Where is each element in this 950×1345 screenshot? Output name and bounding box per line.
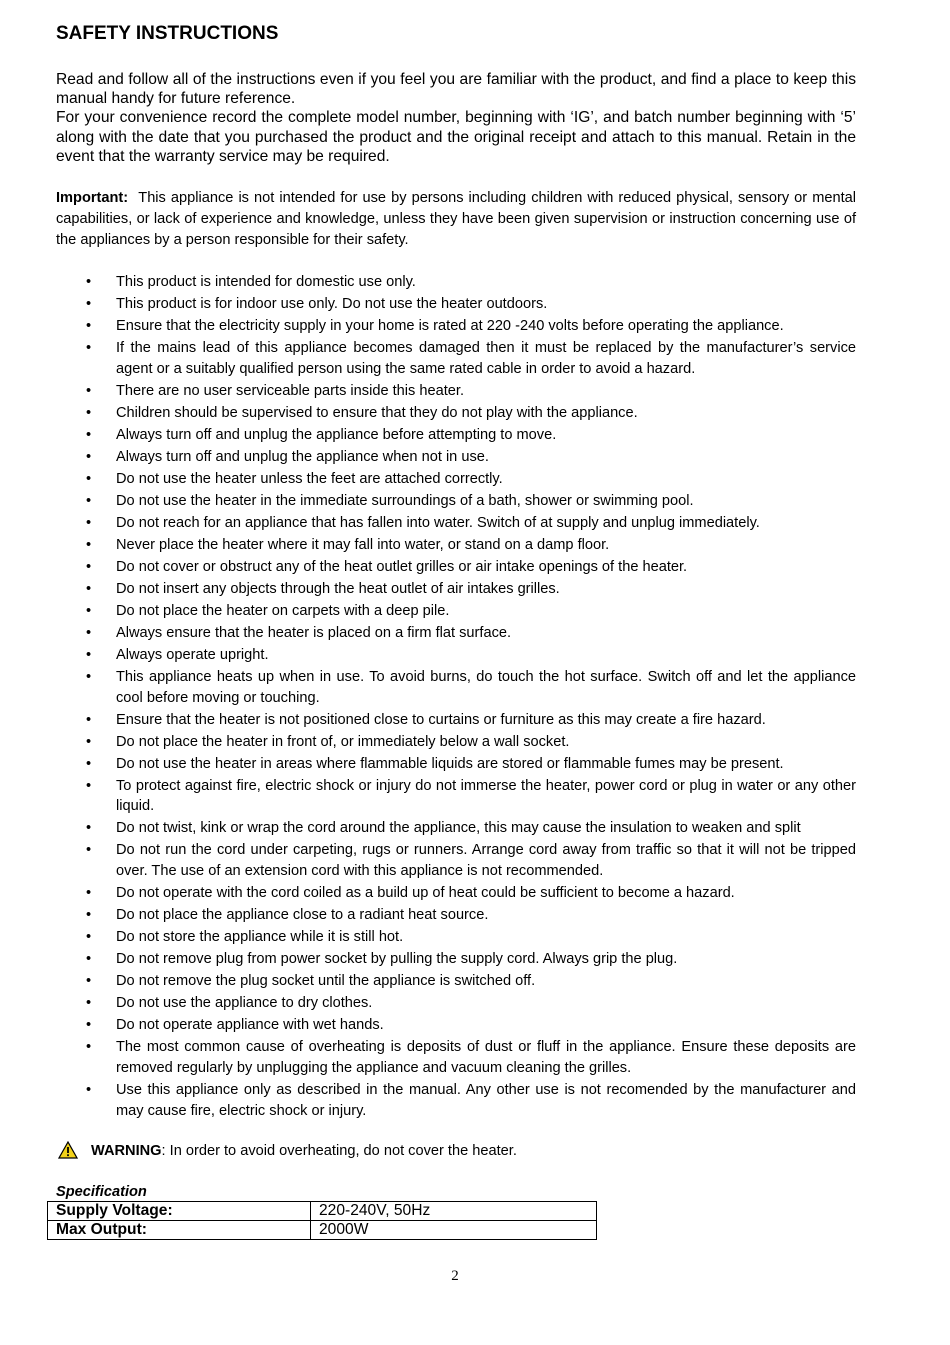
list-item-text: Always turn off and unplug the appliance when not in use. [116,449,489,466]
list-item [56,993,856,1014]
bullet-icon: • [86,383,92,400]
bullet-icon: • [86,493,92,510]
list-item [56,927,856,948]
list-item-text: This product is intended for domestic use only. [116,274,416,291]
list-item-text: Do not operate with the cord coiled as a build up of heat could be sufficient to become a hazard. [116,885,735,902]
bullet-icon: • [86,427,92,444]
list-item-text: Do not place the appliance close to a radiant heat source. [116,907,489,924]
list-item [56,1015,856,1036]
warning-text: : In order to avoid overheating, do not cover the heater. [161,1143,517,1160]
list-item-text: Do not operate appliance with wet hands. [116,1017,384,1034]
specification-title: Specification [56,1184,147,1201]
list-item [56,316,856,337]
spec-value: 220-240V, 50Hz [311,1202,597,1221]
list-item [56,272,856,293]
list-item [56,469,856,490]
list-item [56,840,856,882]
list-item [56,535,856,556]
list-item [56,971,856,992]
list-item [56,883,856,904]
list-item-text: Never place the heater where it may fall into water, or stand on a damp floor. [116,537,610,554]
list-item-text: Do not remove the plug socket until the appliance is switched off. [116,973,536,990]
list-item [56,1037,856,1079]
list-item [56,513,856,534]
list-item [56,754,856,775]
list-item [56,949,856,970]
bullet-icon: • [86,885,92,902]
list-item-text: Always ensure that the heater is placed on a firm flat surface. [116,624,512,641]
list-item-text: Do not use the heater in the immediate surroundings of a bath, shower or swimming pool. [116,493,694,510]
table-row [48,1221,597,1240]
list-item [56,623,856,644]
bullet-icon: • [86,340,92,357]
list-item-text: Children should be supervised to ensure that they do not play with the appliance. [116,405,638,422]
bullet-icon: • [86,602,92,619]
bullet-icon: • [86,296,92,313]
list-item-text: Do not use the heater unless the feet are attached correctly. [116,471,503,488]
important-label: Important: [56,190,129,207]
specification-table [47,1201,597,1240]
important-notice [56,188,856,250]
list-item-text: If the mains lead of this appliance becomes damaged then it must be replaced by the manufacturer’s service agent or a suitably qualified person using the same rated cable in order to avoid a hazard. [116,340,856,378]
bullet-icon: • [86,318,92,335]
list-item-text: Do not store the appliance while it is still hot. [116,929,404,946]
list-item-text: Do not twist, kink or wrap the cord around the appliance, this may cause the insulation to weaken and split [116,820,801,837]
bullet-icon: • [86,471,92,488]
bullet-icon: • [86,907,92,924]
list-item-text: Do not use the heater in areas where flammable liquids are stored or flammable fumes may be present. [116,755,784,772]
safety-rules-list [56,272,856,1121]
bullet-icon: • [86,842,92,859]
bullet-icon: • [86,1039,92,1056]
bullet-icon: • [86,581,92,597]
list-item-text: This product is for indoor use only. Do not use the heater outdoors. [116,296,548,313]
intro-section [56,70,856,166]
list-item-text: There are no user serviceable parts inside this heater. [116,383,465,400]
spec-label: Max Output: [48,1221,311,1240]
page-title: SAFETY INSTRUCTIONS [56,23,279,44]
bullet-icon: • [86,1017,92,1034]
list-item [56,447,856,468]
bullet-icon: • [86,515,92,532]
bullet-icon: • [86,559,92,576]
bullet-icon: • [86,274,92,291]
list-item [56,1080,856,1122]
bullet-icon: • [86,951,92,968]
list-item-text: Ensure that the electricity supply in your home is rated at 220 -240 volts before operating the appliance. [116,318,784,335]
warning-notice [56,1141,856,1161]
bullet-icon: • [86,449,92,466]
list-item-text: Do not remove plug from power socket by pulling the supply cord. Always grip the plug. [116,951,678,968]
list-item [56,338,856,380]
list-item-text: The most common cause of overheating is deposits of dust or fluff in the appliance. Ensure these deposits are removed regularly by unplugging the appliance and vacuum cleaning the grilles. [116,1039,856,1076]
list-item [56,645,856,666]
warning-label: WARNING [91,1143,162,1160]
list-item-text: This appliance heats up when in use. To avoid burns, do touch the hot surface. Switch off and let the appliance cool before moving or touching. [116,668,856,706]
bullet-icon: • [86,405,92,422]
list-item-text: Do not place the heater in front of, or immediately below a wall socket. [116,733,570,750]
list-item [56,491,856,512]
bullet-icon: • [86,929,92,946]
bullet-icon: • [86,646,92,663]
page-number: 2 [451,1268,459,1284]
intro-paragraph: Read and follow all of the instructions even if you feel you are familiar with the product, and find a place to keep this manual handy for future reference. [56,71,856,108]
list-item [56,425,856,446]
spec-label: Supply Voltage: [48,1202,311,1221]
list-item-text: To protect against fire, electric shock or injury do not immerse the heater, power cord or plug in water or any other liquid. [116,777,856,815]
list-item [56,579,856,600]
bullet-icon: • [86,668,92,685]
list-item [56,294,856,315]
list-item-text: Do not place the heater on carpets with a deep pile. [116,602,450,619]
list-item-text: Use this appliance only as described in the manual. Any other use is not recomended by the manufacturer and may cause fire, electric shock or injury. [116,1081,856,1119]
table-row [48,1202,597,1221]
list-item-text: Always operate upright. [116,646,269,663]
list-item-text: Do not insert any objects through the heat outlet of air intakes grilles. [116,581,560,597]
bullet-icon: • [86,1081,92,1098]
list-item [56,403,856,424]
list-item-text: Do not cover or obstruct any of the heat outlet grilles or air intake openings of the heater. [116,559,688,576]
list-item [56,710,856,731]
bullet-icon: • [86,711,92,728]
bullet-icon: • [86,777,92,794]
intro-paragraph: For your convenience record the complete model number, beginning with ‘IG’, and batch number beginning with ‘5’ along with the date that you purchased the product and the original receipt and attach to this manual. Retain in the event that the warranty service may be required. [56,109,856,165]
bullet-icon: • [86,537,92,554]
list-item-text: Ensure that the heater is not positioned close to curtains or furniture as this may create a fire hazard. [116,711,766,728]
bullet-icon: • [86,755,92,772]
spec-value: 2000W [311,1221,597,1240]
bullet-icon: • [86,624,92,641]
list-item [56,818,856,839]
list-item [56,667,856,709]
list-item-text: Do not reach for an appliance that has fallen into water. Switch of at supply and unplug immediately. [116,515,760,532]
list-item [56,905,856,926]
list-item [56,776,856,818]
warning-triangle-icon [58,1141,78,1165]
document-page [56,22,856,1240]
important-text: This appliance is not intended for use by persons including children with reduced physical, sensory or mental capabilities, or lack of experience and knowledge, unless they have been given supervision or instruction concerning use of the appliances by a person responsible for their safety. [56,190,857,248]
list-item [56,557,856,578]
bullet-icon: • [86,820,92,837]
list-item-text: Do not run the cord under carpeting, rugs or runners. Arrange cord away from traffic so that it will not be tripped over. The use of an extension cord with this appliance is not recommended. [116,842,856,880]
bullet-icon: • [86,973,92,990]
bullet-icon: • [86,995,92,1012]
list-item-text: Always turn off and unplug the appliance before attempting to move. [116,427,557,444]
list-item [56,732,856,753]
list-item-text: Do not use the appliance to dry clothes. [116,995,373,1012]
bullet-icon: • [86,733,92,750]
list-item [56,601,856,622]
list-item [56,381,856,402]
